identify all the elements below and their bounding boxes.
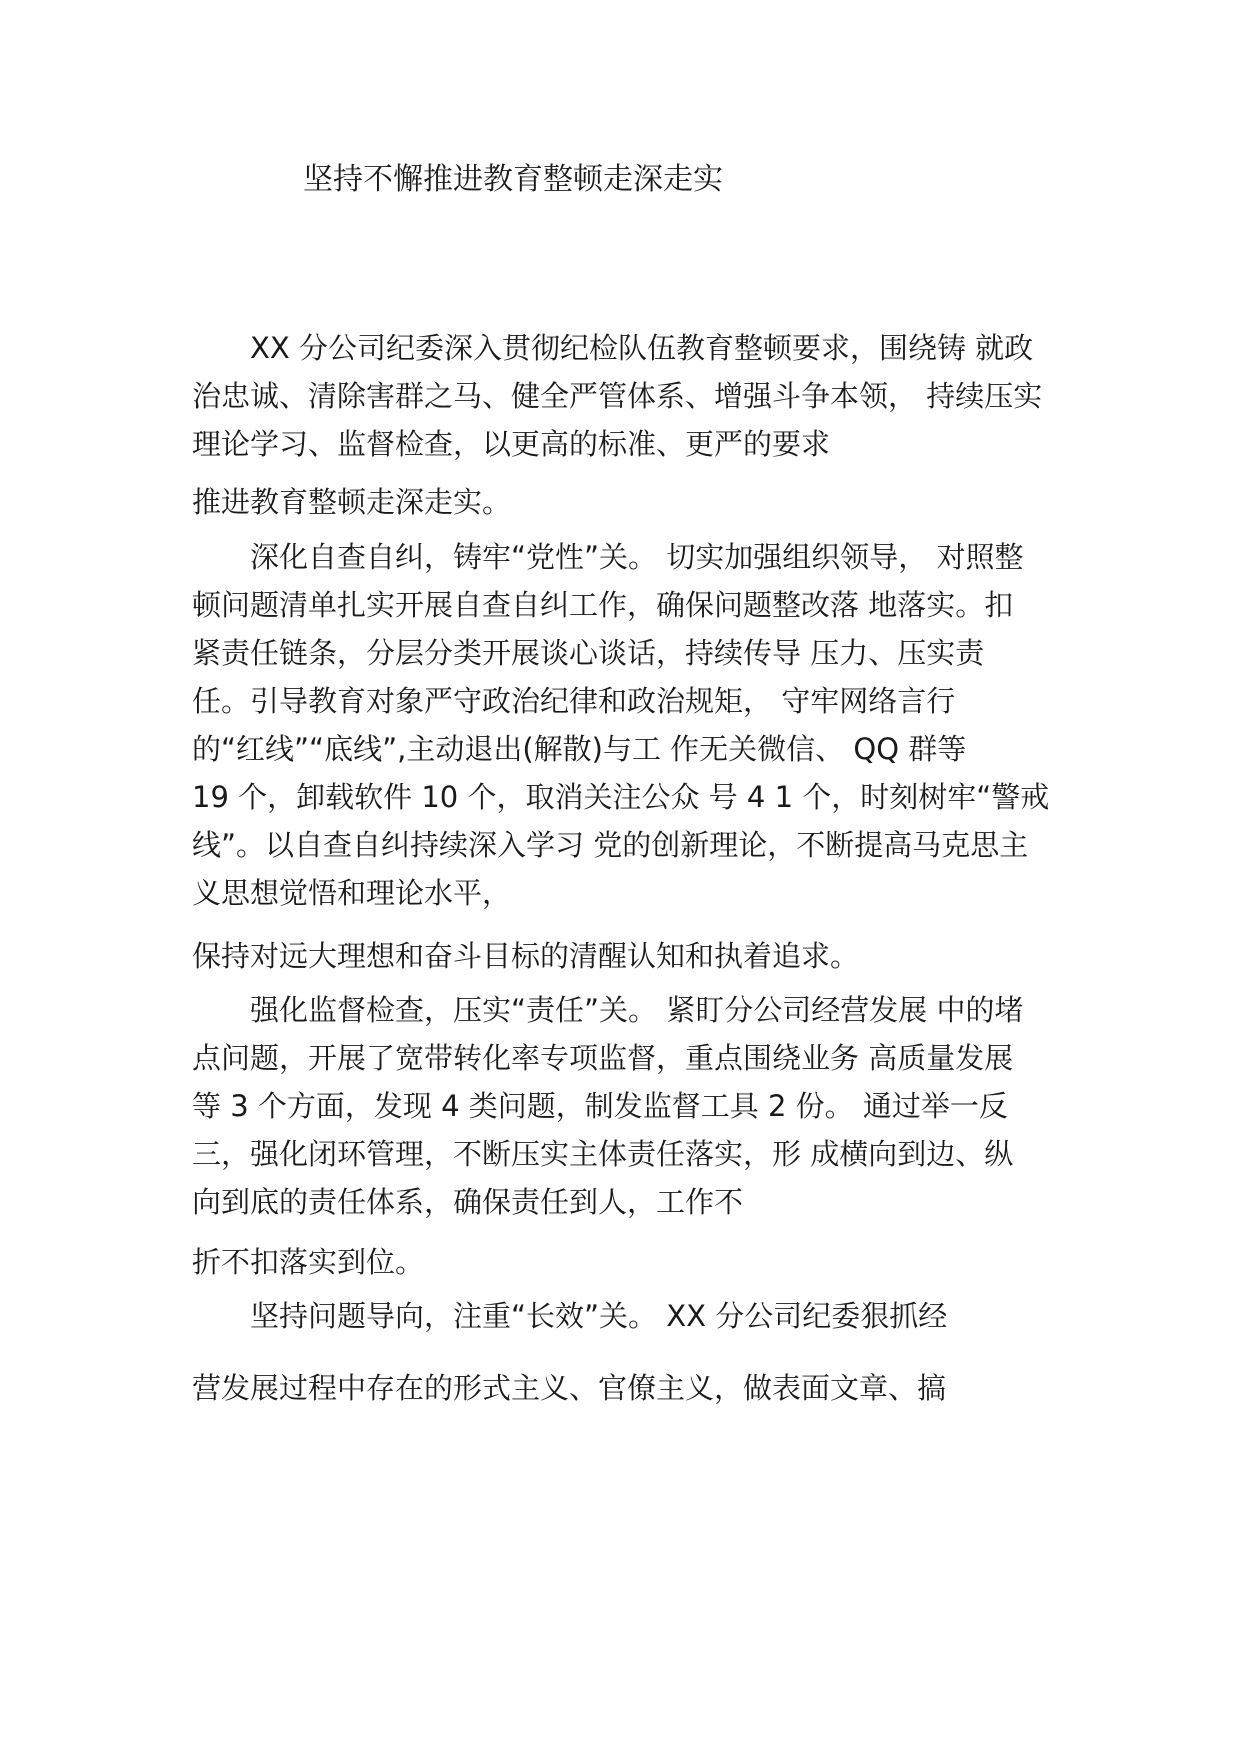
body-line: 强化监督检查，压实“责任”关。 紧盯分公司经营发展 中的堵 bbox=[192, 993, 1024, 1027]
body-line: 营发展过程中存在的形式主义、官僚主义，做表面文章、搞 bbox=[192, 1371, 947, 1405]
body-line: 点问题，开展了宽带转化率专项监督，重点围绕业务 高质量发展 bbox=[192, 1041, 1014, 1075]
body-line: 的“红线”“底线”,主动退出(解散)与工 作无关微信、 QQ 群等 bbox=[192, 732, 967, 766]
body-line: 折不扣落实到位。 bbox=[192, 1245, 425, 1279]
body-line: 推进教育整顿走深走实。 bbox=[192, 485, 512, 519]
body-line: 义思想觉悟和理论水平， bbox=[192, 876, 512, 910]
body-line: 紧责任链条，分层分类开展谈心谈话，持续传导 压力、压实责 bbox=[192, 636, 985, 670]
body-line: 向到底的责任体系，确保责任到人，工作不 bbox=[192, 1185, 744, 1219]
body-line: 深化自查自纠，铸牢“党性”关。 切实加强组织领导， 对照整 bbox=[192, 540, 1024, 574]
body-line: 坚持问题导向，注重“长效”关。 XX 分公司纪委狠抓经 bbox=[192, 1299, 948, 1333]
body-line: 任。引导教育对象严守政治纪律和政治规矩， 守牢网络言行 bbox=[192, 684, 956, 718]
body-line: 理论学习、监督检查，以更高的标准、更严的要求 bbox=[192, 427, 831, 461]
body-line: 19 个，卸载软件 10 个，取消关注公众 号 4 1 个，时刻树牢“警戒 bbox=[192, 780, 1050, 814]
body-line: 等 3 个方面，发现 4 类问题，制发监督工具 2 份。 通过举一反 bbox=[192, 1089, 1008, 1123]
body-line: 线”。以自查自纠持续深入学习 党的创新理论，不断提高马克思主 bbox=[192, 828, 1029, 862]
body-line: 三，强化闭环管理，不断压实主体责任落实，形 成横向到边、纵 bbox=[192, 1137, 1014, 1171]
body-line: 顿问题清单扎实开展自查自纠工作，确保问题整改落 地落实。扣 bbox=[192, 588, 1014, 622]
document-title: 坚持不懈推进教育整顿走深走实 bbox=[303, 162, 723, 197]
body-line: 治忠诚、清除害群之马、健全严管体系、增强斗争本领， 持续压实 bbox=[192, 379, 1043, 413]
body-line: 保持对远大理想和奋斗目标的清醒认知和执着追求。 bbox=[192, 939, 860, 973]
body-line: XX 分公司纪委深入贯彻纪检队伍教育整顿要求，围绕铸 就政 bbox=[192, 331, 1034, 365]
